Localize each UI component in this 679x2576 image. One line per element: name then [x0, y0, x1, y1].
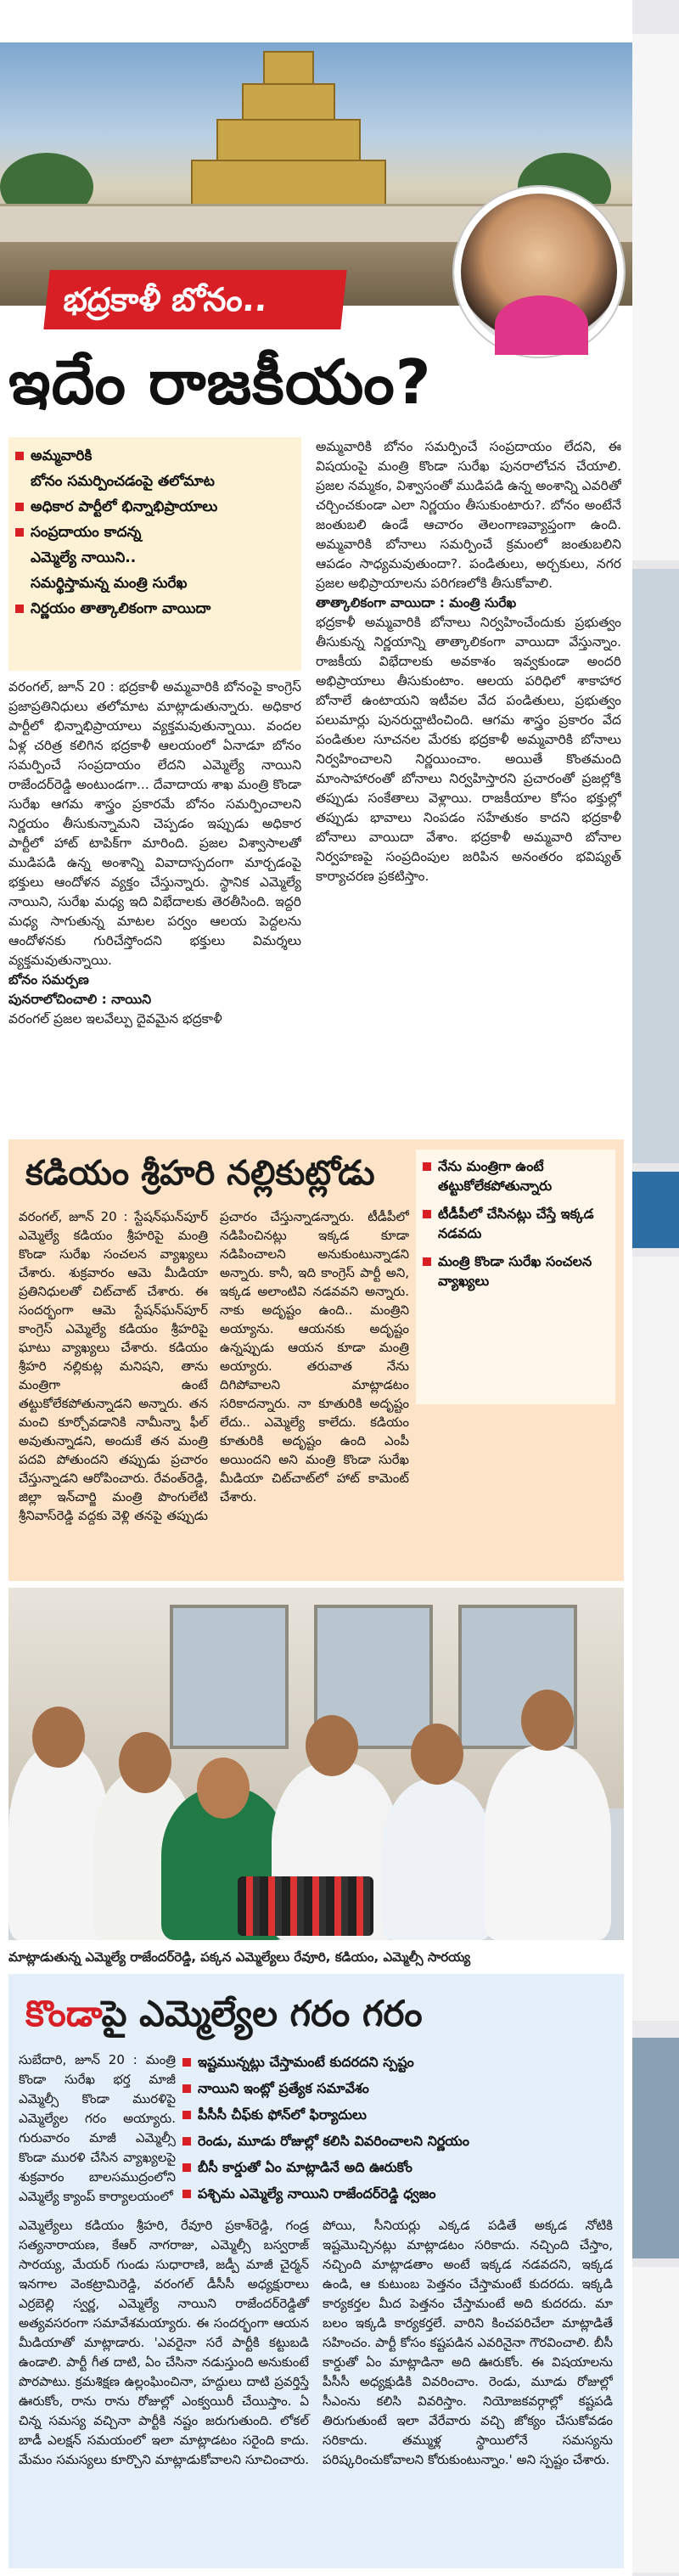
- story1-subhead-2: పునరాలోచించాలి : నాయిని: [8, 992, 152, 1007]
- person-head: [32, 1707, 85, 1768]
- minister-portrait: [454, 187, 624, 357]
- photo-window: [170, 1605, 289, 1749]
- highlight-item: బీసీ కార్డుతో ఏం మాట్లాడినే అది ఊరుకోం: [182, 2157, 611, 2177]
- edge-photo-2: [632, 2038, 679, 2258]
- highlight-item: అధికార పార్టీలో భిన్నాభిప్రాయాలు: [15, 497, 295, 517]
- highlight-item: నిర్ణయం తాత్కాలికంగా వాయిదా: [15, 599, 295, 619]
- edge-text: [632, 1257, 679, 2021]
- highlight-item: టీడీపీలో చేసినట్లు చేస్తే ఇక్కడ నడవదు: [423, 1204, 609, 1243]
- story2-title: కడియం శ్రీహరి నల్లికుట్లోడు: [25, 1154, 375, 1193]
- story2-body: వరంగల్‌, జూన్‌ 20 : స్టేషన్‌ఘన్‌పూర్‌ ఎమ్మెల్యే కడియం శ్రీహరిపై మంత్రి కొండా సురేఖ సంచలన వ్యాఖ్యలు చేశారు. శుక్రవారం ఆమె మీడియా ప్రతినిధులతో చిట్‌చాట్‌ చేశారు. ఈ సందర్భంగా ఆమె స్టేషన్‌ఘన్‌పూర్‌ కాంగ్రెస్‌ ఎమ్మెల్యే కడియం శ్రీహరిపై ఘాటు వ్యాఖ్యలు చేశారు. కడియం శ్రీహరి నల్లికుట్ల మనిషని, తాను మంత్రిగా ఉంటే తట్టుకోలేకపోతున్నాడని అన్నారు. తన మంచి కూర్చోవడానికి నామీన్నా ఫీల్‌ అవుతున్నాడని, అందుకే తన మంత్రి పదవి పోతుందని తప్పుడు ప్రచారం చేస్తున్నాడని ఆరోపించారు. రేవంత్‌రెడ్డి, జిల్లా ఇన్‌చార్జి మంత్రి పొంగులేటి శ్రీనివాస్‌రెడ్డి వద్దకు వెళ్లి తనపై తప్పుడు ప్రచారం చేస్తున్నాడన్నారు. టీడీపీలో నడిపించినట్లు ఇక్కడ కూడా నడిపించాలని అనుకుంటున్నాడని అన్నారు. కానీ, ఇది కాంగ్రెస్‌ పార్టీ అని, ఇక్కడ అలాంటివి నడవవని అన్నారు. నాకు అదృష్టం ఉంది.. మంత్రిని అయ్యాను. ఆయనకు అదృష్టం ఉన్నప్పుడు ఆయన కూడా మంత్రి అయ్యారు. తరువాత నేను దిగిపోవాలని మాట్లాడటం సరికాదన్నారు. నా కూతురికి అదృష్టం లేదు.. ఎమ్మెల్యే కాలేదు. కడియం కూతురికి అదృష్టం ఉంది ఎంపీ అయిందని అని మంత్రి కొండా సురేఖ మీడియా చిట్‌చాట్‌లో హాట్‌ కామెంట్‌ చేశారు.: [19, 1209, 409, 1523]
- person-head: [197, 1758, 250, 1819]
- story1-right-body-2: భద్రకాళీ అమ్మవారికి బోనాలు నిర్వహించేందుకు ప్రభుత్వం తీసుకున్న నిర్ణయాన్ని తాత్కాలికంగా వాయిదా వేస్తున్నాం. రాజకీయ విభేదాలకు అవకాశం ఇవ్వకుండా అందరి అభిప్రాయాలు తీసుకుంటాం. ఆలయ పరిధిలో శాకాహార బోనాలే ఉంటాయని ఇటీవల వేద పండితులు, ప్రభుత్వం పలుమార్లు పునరుద్ఘాటించింది. ఆగమ శాస్త్రం ప్రకారం వేద పండితుల సూచనల మేరకు భద్రకాళీ అమ్మవారికి బోనాలు నిర్వహించాలని నిర్ణయించాం. అయితే కొంతమంది మాంసాహారంతో బోనాలు నిర్వహిస్తారని ప్రచారంతో ప్రజల్లోకి తప్పుడు సంకేతాలు వెళ్లాయి. రాజకీయాల కోసం భక్తుల్లో తప్పుడు భావాలు నింపడం సహేతుకం కాదని భద్రకాళీ బోనాలు వాయిదా వేశాం. భద్రకాళీ అమ్మవారి బోనాల నిర్వహణపై సంప్రదింపుల జరిపిన అనంతరం భవిష్యత్‌ కార్యాచరణ ప్రకటిస్తాం.: [316, 615, 621, 884]
- story3-title-highlight: కొండా: [25, 1993, 102, 2034]
- person-head: [306, 1715, 358, 1776]
- highlight-item: సమర్థిస్తామన్న మంత్రి సురేఖ: [31, 575, 188, 592]
- highlight-item: పశ్చిమ ఎమ్మెల్యే నాయిని రాజేందర్‌రెడ్డి ధ్వజం: [182, 2184, 611, 2203]
- highlight-item: నేను మంత్రిగా ఉంటే తట్టుకోలేకపోతున్నారు: [423, 1156, 609, 1195]
- story2-highlights: [416, 1150, 615, 1404]
- story1-right-body: అమ్మవారికి బోనం సమర్పించే సంప్రదాయం లేదని, ఈ విషయంపై మంత్రి కొండా సురేఖ పునరాలోచన చేయాలి. ప్రజల నమ్మకం, విశ్వాసంతో ముడిపడి ఉన్న అంశాన్ని ఎవరితో చర్చించకుండా ఎలా నిర్ణయం తీసుకుంటారు?. బోనం అంటేనే జంతుబలి ఉండే ఆచారం తెలంగాణవ్యాప్తంగా ఉంది. అమ్మవారికి బోనాలు సమర్పించే క్రమంలో జంతుబలిని ఆపడం సాధ్యమవుతుందా?. పండితులు, అర్చకులు, నగర ప్రజల అభిప్రాయాలను పరిగణలోకి తీసుకోవాలి.: [316, 439, 621, 591]
- edge-block: [632, 34, 679, 560]
- main-headline: ఇదేం రాజకీయం?: [8, 346, 432, 418]
- highlight-item: బోనం సమర్పించడంపై తలోమాట: [31, 473, 215, 490]
- story1-right-subhead: తాత్కాలికంగా వాయిదా : మంత్రి సురేఖ: [316, 595, 517, 610]
- story2-side-body: [416, 1411, 615, 1572]
- highlight-item: పీసీసీ చీఫ్‌కు ఫోన్‌లో ఫిర్యాదులు: [182, 2105, 611, 2124]
- edge-text-2: [632, 2267, 679, 2573]
- highlight-item: సంప్రదాయం కాదన్న: [15, 522, 295, 543]
- person-6: [484, 1745, 611, 1940]
- adjacent-page-edge: [632, 0, 679, 2576]
- story1-right-column: [316, 437, 621, 1133]
- story3-box: [8, 1974, 624, 2568]
- person-head: [411, 1724, 463, 1785]
- story1-body: వరంగల్‌, జూన్‌ 20 : భద్రకాళీ అమ్మవారికి బోనంపై కాంగ్రెస్‌ ప్రజాప్రతినిధులు తలోమాట మాట్లాడుతున్నారు. అధికార పార్టీలో భిన్నాభిప్రాయాలు వ్యక్తమవుతున్నాయి. వందల ఏళ్ల చరిత్ర కలిగిన భద్రకాళీ ఆలయంలో ఏనాడూ బోనం సమర్పించే సంప్రదాయం లేదని ఎమ్మెల్యే నాయిని రాజేందర్‌రెడ్డి అంటుండగా... దేవాదాయ శాఖ మంత్రి కొండా సురేఖ ఆగమ శాస్త్రం ప్రకారమే బోనం సమర్పించాలని నిర్ణయం తీసుకున్నామని చెప్పడం ఇప్పుడు అధికార పార్టీలో హాట్‌ టాపిక్‌గా మారింది. ప్రజల విశ్వాసాలతో ముడిపడి ఉన్న అంశాన్ని వివాదాస్పదంగా మార్చడంపై భక్తులు ఆందోళన వ్యక్తం చేస్తున్నారు. స్థానిక ఎమ్మెల్యే నాయిని, సురేఖ మధ్య ఇది విభేదాలకు తెరతీసింది. ఇద్దరి మధ్య సాగుతున్న మాటల పర్వం ఆలయ పెద్దలను ఆందోళనకు గురిచేస్తోందని భక్తులు విమర్శలు వ్యక్తమవుతున్నాయి.: [8, 679, 301, 968]
- story3-body: ఎమ్మెల్యేలు కడియం శ్రీహరి, రేవూరి ప్రకాశ్‌రెడ్డి, గండ్ర సత్యనారాయణ, కేఆర్‌ నాగరాజు, ఎమ్మెల్సీ బస్వరాజ్‌ సారయ్య, మేయర్‌ గుండు సుధారాణి, జడ్పీ మాజీ చైర్మన్‌ ఇనగాల వెంకట్రామిరెడ్డి, వరంగల్‌ డీసీసీ అధ్యక్షురాలు ఎర్రబెల్లి స్వర్ణ, ఎమ్మెల్యే నాయిని రాజేందర్‌రెడ్డితో అత్యవసరంగా సమావేశమయ్యారు. ఈ సందర్భంగా ఆయన మీడియాతో మాట్లాడారు. 'ఎవరైనా సరే పార్టీకి కట్టుబడి ఉండాలి. పార్టీ గీత దాటి, ఏం చేసినా నడుస్తుంది అనుకుంటే పొరపాటు. క్రమశిక్షణ ఉల్లంఘించినా, హద్దులు దాటి ప్రవర్తిస్తే ఊరుకోం, రాను రాను రోజుల్లో ఎంక్వయిరీ చేయిస్తాం. ఏ చిన్న సమస్య వచ్చినా పార్టీకి నష్టం జరుగుతుంది. లోకల్‌ బాడీ ఎలక్షన్‌ సమయంలో ఇలా మాట్లాడటం సరైంది కాదు. మేమం సమస్యలు కూర్చొని మాట్లాడుకోవాలని సూచించారు. పోయి, సీనియర్లు ఎక్కడ పడితే అక్కడ నోటికి ఇష్టమొచ్చినట్లు మాట్లాడటం సరికాదు. నచ్చింది చేస్తాం, నచ్చింది మాట్లాడతాం అంటే ఇక్కడ నడవదని, ఇక్కడ ఉండి, ఆ కుటుంబ పెత్తనం చేస్తామంటే కుదరదు. ఇక్కడి కార్యకర్తల మీద పెత్తనం చేస్తామంటే అది కుదరదు. మా బలం ఇక్కడి కార్యకర్తలే. వారిని కించపరిచేలా మాట్లాడితే సహించం. పార్టీ కోసం కష్టపడిన ఎవరినైనా గౌరవించాలి. బీసీ కార్డుతో ఏం మాట్లాడినా అది ఊరుకోం. ఈ విషయాలను పీసీసీ అధ్యక్షుడికి వివరించాం. రెండు, మూడు రోజుల్లో సీఎంను కలిసి వివరిస్తాం. నియోజకవర్గాల్లో కష్టపడి తిరుగుతుంటే ఇలా వేరేవారు వచ్చి జోక్యం చేసుకోవడం సరికాదు. తమ్ముళ్ల స్థాయిలోనే సమస్యను పరిష్కరించుకోవాలని కోరుకుంటున్నాం.' అని స్పష్టం చేశారు.: [19, 2218, 613, 2467]
- edge-photo: [632, 569, 679, 1163]
- highlight-item: ఎమ్మెల్యే నాయిని..: [31, 549, 137, 566]
- hero-tag: భద్రకాళీ బోనం..: [43, 270, 346, 329]
- story1-left-column: [8, 678, 301, 1136]
- highlight-item: ఇష్టమున్నట్లు చేస్తామంటే కుదరదని స్పష్టం: [182, 2052, 611, 2072]
- story1-body-2: వరంగల్‌ ప్రజల ఇలవేల్పు దైవమైన భద్రకాళీ: [8, 1011, 222, 1026]
- edge-banner: [632, 1172, 679, 1248]
- highlight-item: మంత్రి కొండా సురేఖ సంచలన వ్యాఖ్యలు: [423, 1251, 609, 1291]
- highlight-item: రెండు, మూడు రోజుల్లో కలిసి వివరించాలని నిర్ణయం: [182, 2131, 611, 2151]
- person-5: [382, 1779, 492, 1940]
- person-head: [521, 1690, 574, 1751]
- highlight-item: అమ్మవారికి: [15, 446, 295, 466]
- story3-highlights: [182, 2052, 611, 2213]
- story2-box: [8, 1139, 624, 1581]
- story3-lead: సుబేదారి, జూన్‌ 20 : మంత్రి కొండా సురేఖ భర్త మాజీ ఎమ్మెల్సీ కొండా మురళిపై ఎమ్మెల్యేల గరం అయ్యారు. గురువారం మాజీ ఎమ్మెల్సీ కొండా మురళి చేసిన వ్యాఖ్యలపై శుక్రవారం బాలసముద్రంలోని ఎమ్మెల్యే క్యాంప్‌ కార్యాలయంలో: [19, 2052, 176, 2204]
- press-meet-photo: [8, 1588, 624, 1940]
- story3-title-rest: పై ఎమ్మెల్యేల గరం గరం: [101, 1993, 423, 2034]
- story1-highlights: [8, 437, 301, 671]
- photo-caption: మాట్లాడుతున్న ఎమ్మెల్యే రాజేందర్‌రెడ్డి, పక్కన ఎమ్మెల్యేలు రేవూరి, కడియం, ఎమ్మెల్సీ సారయ్య: [8, 1949, 471, 1965]
- highlight-item: నాయిని ఇంట్లో ప్రత్యేక సమావేశం: [182, 2078, 611, 2098]
- microphones: [238, 1876, 373, 1936]
- story1-subhead-1: బోనం సమర్పణ: [8, 972, 89, 987]
- person-head: [119, 1732, 171, 1793]
- story3-title: [25, 1984, 620, 2044]
